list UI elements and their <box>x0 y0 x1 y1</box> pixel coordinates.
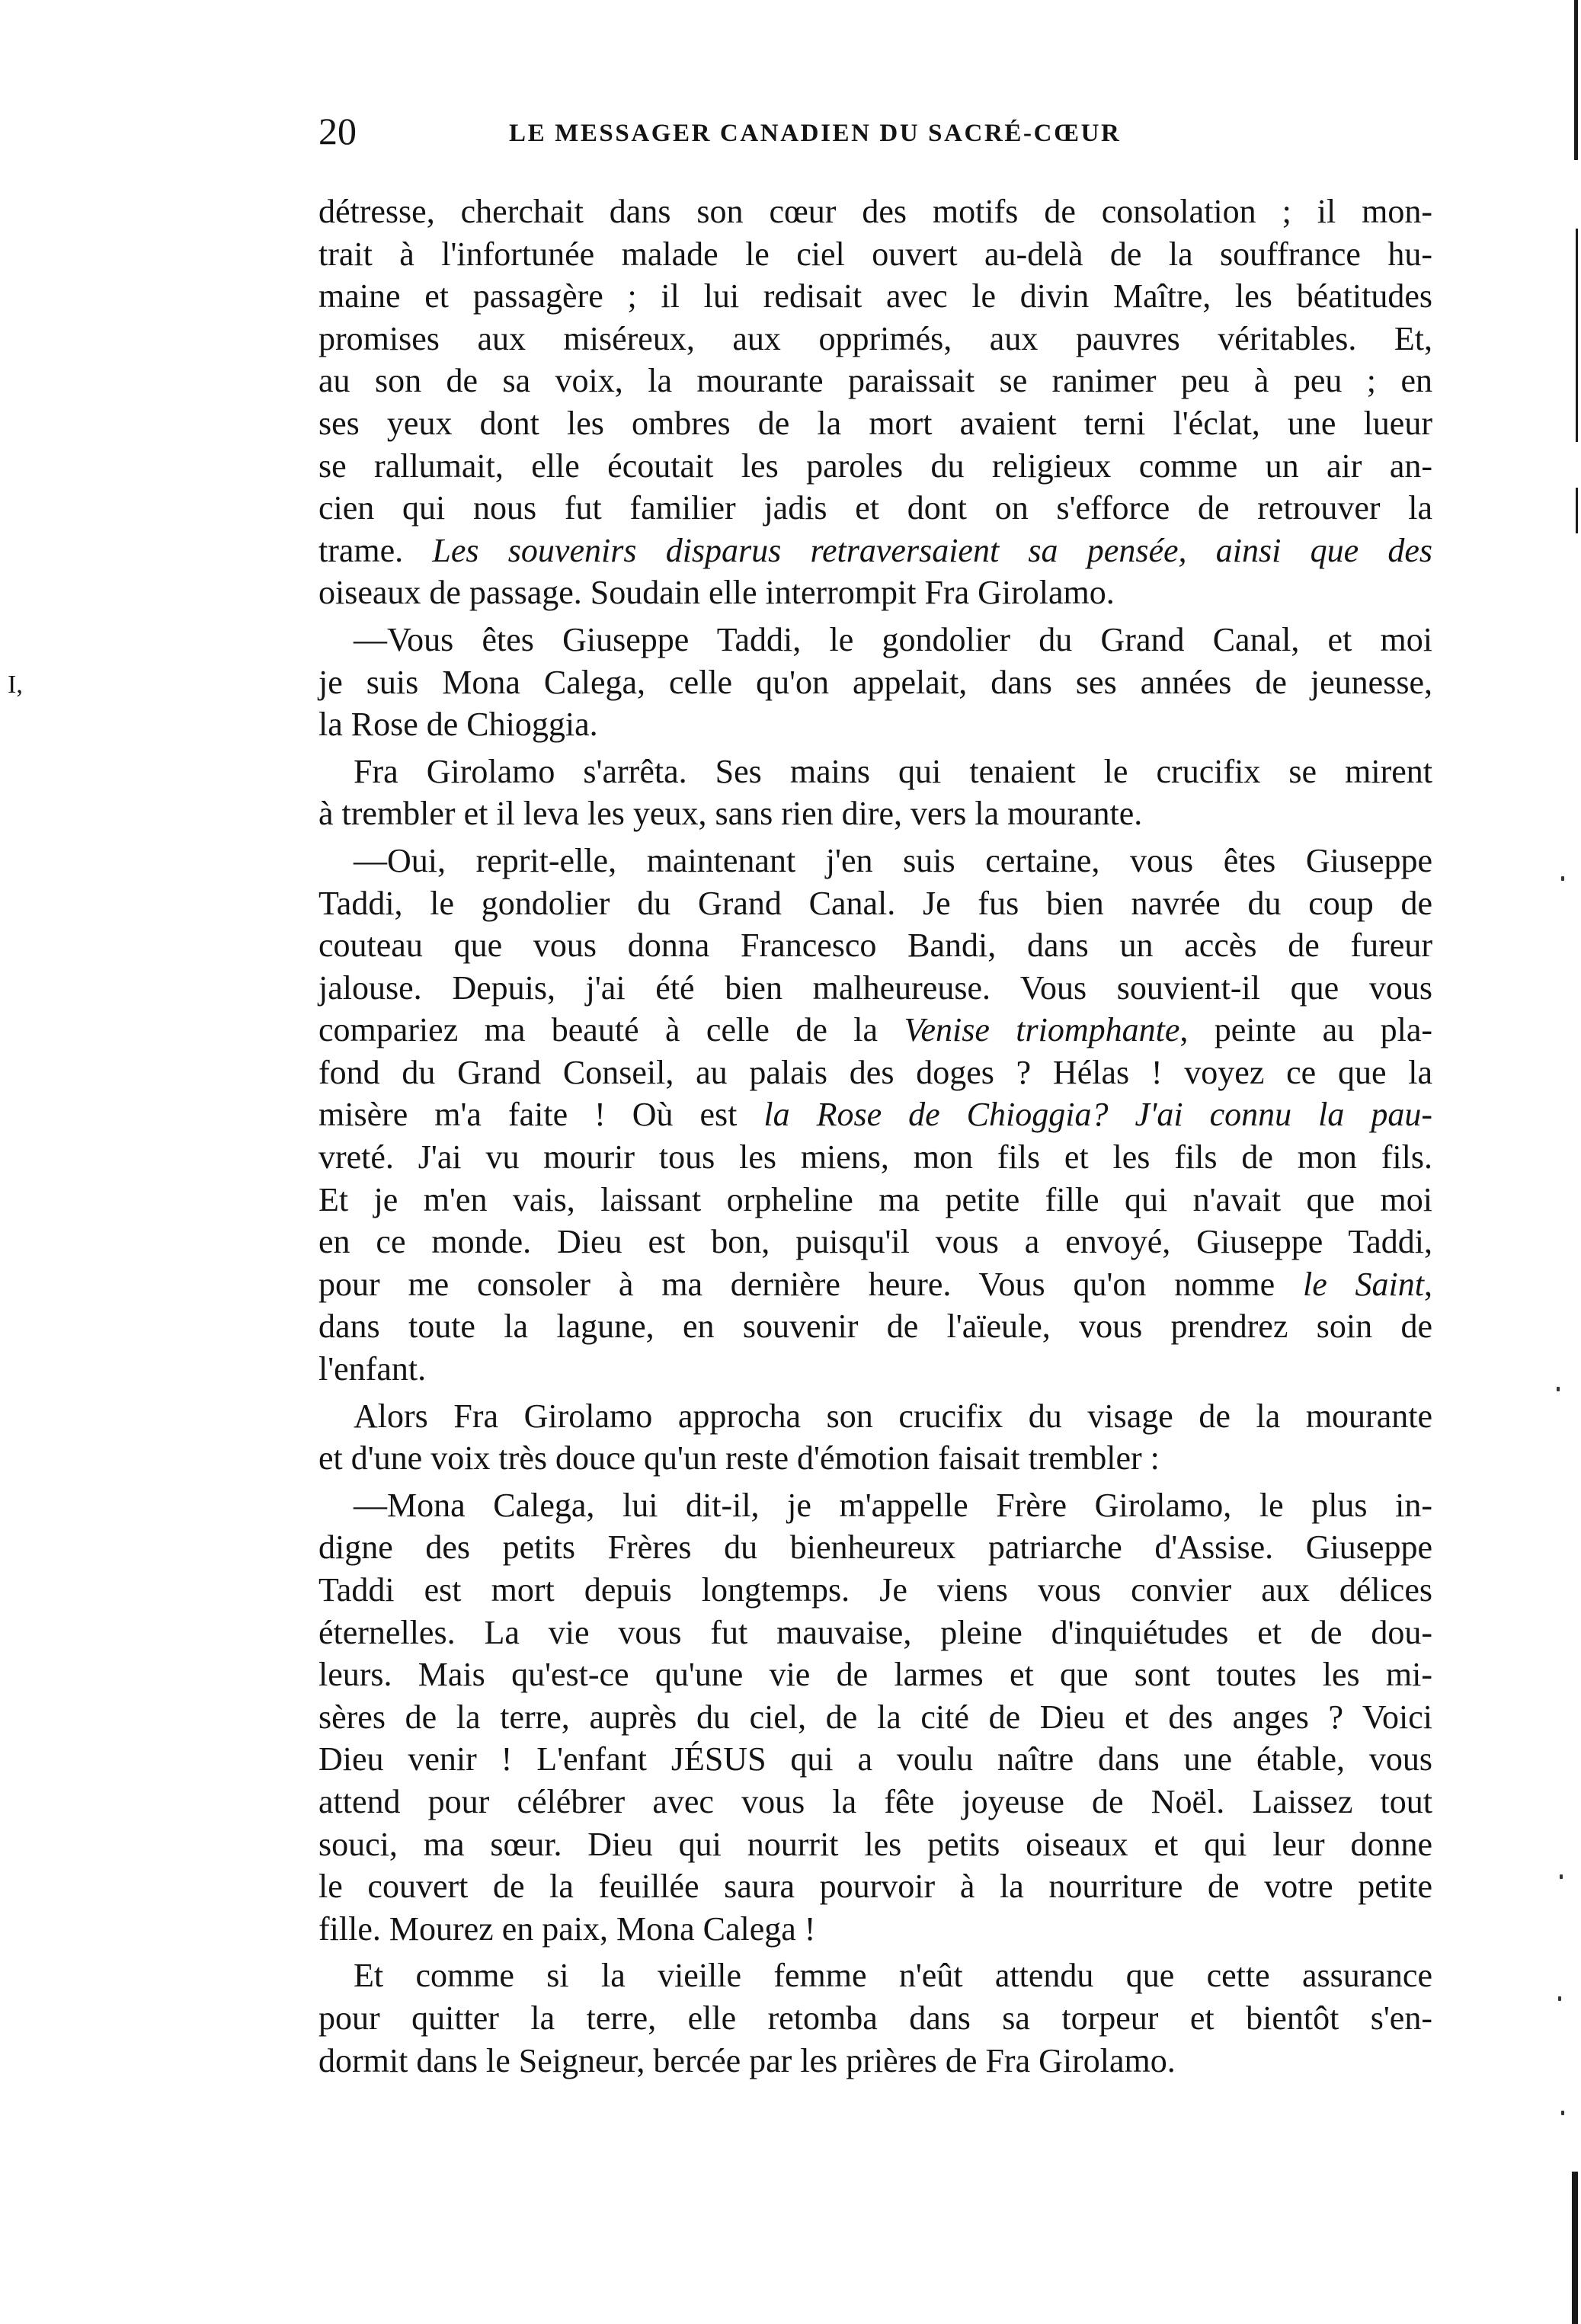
text-line: sères de la terre, auprès du ciel, de la cité de Dieu et des anges ? Voici <box>318 1698 1432 1736</box>
paragraph <box>318 840 1432 1391</box>
text-line: je suis Mona Calega, celle qu'on appelait, dans ses années de jeunesse, <box>318 663 1432 701</box>
text-line: l'enfant. <box>318 1350 427 1388</box>
running-title: LE MESSAGER CANADIEN DU SACRÉ-CŒUR <box>509 120 1122 147</box>
text-line: trait à l'infortunée malade le ciel ouvert au-delà de la souffrance hu- <box>318 235 1432 273</box>
body-text <box>318 190 1432 2082</box>
text-line: la Rose de Chioggia. <box>318 706 598 744</box>
text-line: pour quitter la terre, elle retomba dans sa torpeur et bientôt s'en- <box>318 1999 1432 2037</box>
text-line: —Oui, reprit-elle, maintenant j'en suis certaine, vous êtes Giuseppe <box>354 841 1432 879</box>
text-line: Taddi, le gondolier du Grand Canal. Je fus bien navrée du coup de <box>318 884 1432 922</box>
text-line: jalouse. Depuis, j'ai été bien malheureuse. Vous souvient-il que vous <box>318 968 1432 1007</box>
text-line: couteau que vous donna Francesco Bandi, dans un accès de fureur <box>318 927 1432 965</box>
text-line: Alors Fra Girolamo approcha son crucifix du visage de la mourante <box>354 1397 1432 1435</box>
text-line: vreté. J'ai vu mourir tous les miens, mon fils et les fils de mon fils. <box>318 1138 1432 1176</box>
text-line: souci, ma sœur. Dieu qui nourrit les petits oiseaux et qui leur donne <box>318 1825 1432 1863</box>
text-line: promises aux miséreux, aux opprimés, aux pauvres véritables. Et, <box>318 319 1432 357</box>
paragraph <box>318 1395 1432 1480</box>
text-line: Dieu venir ! L'enfant JÉSUS qui a voulu naître dans une étable, vous <box>318 1740 1432 1778</box>
text-line: Fra Girolamo s'arrêta. Ses mains qui tenaient le crucifix se mirent <box>354 752 1432 790</box>
page-number: 20 <box>318 110 357 152</box>
text-line: au son de sa voix, la mourante paraissait se ranimer peu à peu ; en <box>318 362 1432 400</box>
text-line: leurs. Mais qu'est-ce qu'une vie de larmes et que sont toutes les mi- <box>318 1656 1432 1694</box>
text-line: éternelles. La vie vous fut mauvaise, pleine d'inquiétudes et de dou- <box>318 1613 1432 1651</box>
text-line: misère m'a faite ! Où est la Rose de Chioggia? J'ai connu la pau- <box>318 1096 1432 1134</box>
text-line: —Mona Calega, lui dit-il, je m'appelle Frère Girolamo, le plus in- <box>354 1486 1432 1524</box>
paragraph <box>318 1484 1432 1951</box>
text-line: pour me consoler à ma dernière heure. Vous qu'on nomme le Saint, <box>318 1265 1432 1303</box>
paragraph <box>318 190 1432 614</box>
scan-edge <box>1573 0 1581 2324</box>
text-line: Et je m'en vais, laissant orpheline ma petite fille qui n'avait que moi <box>318 1180 1432 1218</box>
paragraph <box>318 1954 1432 2082</box>
text-line: trame. Les souvenirs disparus retraversaient sa pensée, ainsi que des <box>318 531 1433 569</box>
text-line: attend pour célébrer avec vous la fête joyeuse de Noël. Laissez tout <box>318 1782 1432 1820</box>
text-line: en ce monde. Dieu est bon, puisqu'il vous a envoyé, Giuseppe Taddi, <box>318 1223 1432 1261</box>
text-line: dans toute la lagune, en souvenir de l'aïeule, vous prendrez soin de <box>318 1308 1432 1346</box>
paragraph <box>318 619 1432 746</box>
text-line: dormit dans le Seigneur, bercée par les prières de Fra Girolamo. <box>318 2041 1176 2079</box>
text-line: maine et passagère ; il lui redisait avec le divin Maître, les béatitudes <box>318 277 1432 315</box>
text-line: détresse, cherchait dans son cœur des motifs de consolation ; il mon- <box>318 193 1432 230</box>
text-line: Taddi est mort depuis longtemps. Je viens vous convier aux délices <box>318 1571 1432 1609</box>
text-line: Et comme si la vieille femme n'eût attendu que cette assurance <box>354 1957 1432 1995</box>
text-line: fond du Grand Conseil, au palais des doges ? Hélas ! voyez ce que la <box>318 1053 1432 1091</box>
text-line: compariez ma beauté à celle de la Venise triomphante, peinte au pla- <box>318 1011 1433 1049</box>
text-line: se rallumait, elle écoutait les paroles du religieux comme un air an- <box>318 447 1432 485</box>
text-line: et d'une voix très douce qu'un reste d'émotion faisait trembler : <box>318 1439 1160 1477</box>
text-line: à trembler et il leva les yeux, sans rien dire, vers la mourante. <box>318 795 1143 833</box>
text-line: digne des petits Frères du bienheureux patriarche d'Assise. Giuseppe <box>318 1529 1432 1567</box>
text-line: le couvert de la feuillée saura pourvoir à la nourriture de votre petite <box>318 1868 1432 1906</box>
text-line: fille. Mourez en paix, Mona Calega ! <box>318 1909 816 1948</box>
text-line: oiseaux de passage. Soudain elle interrompit Fra Girolamo. <box>318 574 1115 612</box>
text-line: cien qui nous fut familier jadis et dont on s'efforce de retrouver la <box>318 489 1432 527</box>
margin-mark: I, <box>8 671 23 699</box>
page-header <box>318 108 1432 162</box>
text-line: ses yeux dont les ombres de la mort avaient terni l'éclat, une lueur <box>318 404 1432 442</box>
text-line: —Vous êtes Giuseppe Taddi, le gondolier du Grand Canal, et moi <box>354 620 1432 658</box>
paragraph <box>318 751 1432 835</box>
